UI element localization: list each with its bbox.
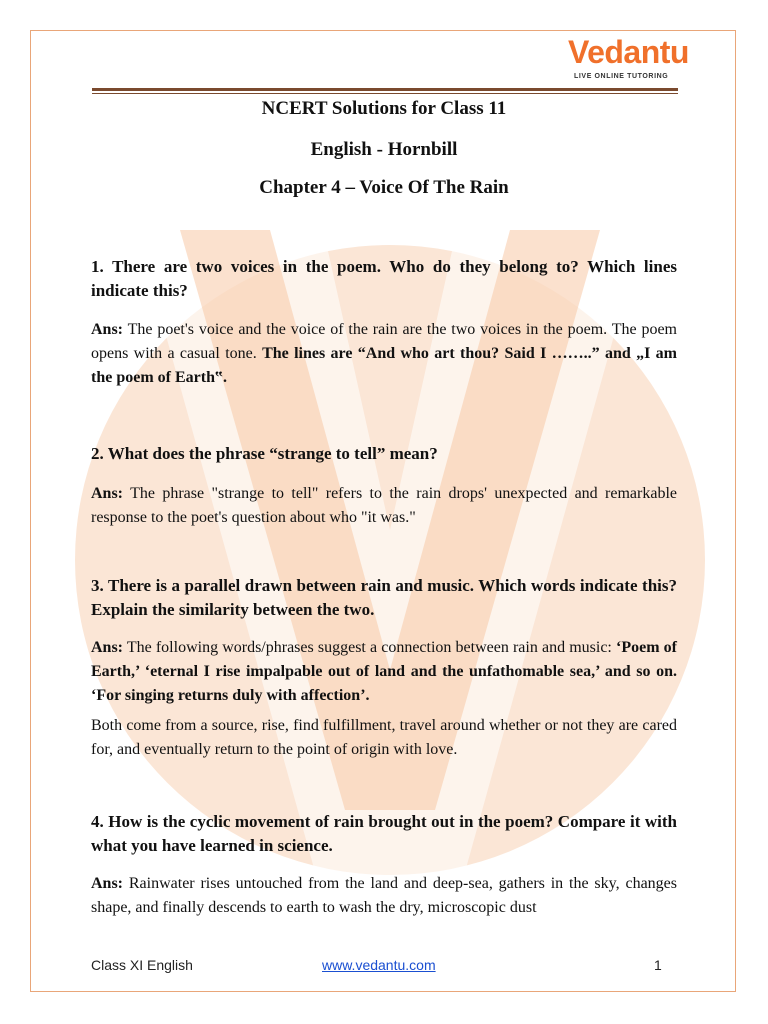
subject-title: English - Hornbill — [310, 139, 458, 160]
document-title: NCERT Solutions for Class 11 — [261, 98, 507, 119]
header-rule — [92, 88, 678, 91]
answer-label: Ans: — [91, 875, 124, 892]
page-number: 1 — [654, 957, 662, 973]
footer-website-link[interactable]: www.vedantu.com — [322, 957, 436, 973]
footer-class-label: Class XI English — [91, 957, 193, 973]
answer-text: The following words/phrases suggest a connection between rain and music: — [123, 639, 617, 656]
answer-1 — [91, 318, 677, 390]
answer-label: Ans: — [91, 321, 124, 338]
answer-4 — [91, 872, 677, 920]
question-1: 1. There are two voices in the poem. Who do they belong to? Which lines indicate this? — [91, 257, 677, 300]
question-3: 3. There is a parallel drawn between rain and music. Which words indicate this? Explain the similarity between the two. — [91, 576, 677, 619]
question-4: 4. How is the cyclic movement of rain brought out in the poem? Compare it with what you have learned in science. — [91, 812, 677, 855]
answer-3-paragraph-2: Both come from a source, rise, find fulfillment, travel around whether or not they are cared for, and eventually return to the point of origin with love. — [91, 717, 677, 758]
answer-bold-text: ‘Poem of Earth,’ ‘eternal I rise impalpable out of land and the unfathomable sea,’ and so on. ‘For singing returns duly with affection’. — [91, 639, 678, 704]
header-rule-thin — [92, 93, 678, 94]
answer-3 — [91, 636, 677, 708]
logo-tagline: LIVE ONLINE TUTORING — [574, 73, 669, 80]
answer-label: Ans: — [91, 639, 124, 656]
vedantu-logo — [566, 34, 689, 84]
answer-text: Rainwater rises untouched from the land and deep-sea, gathers in the sky, changes shape, and finally descends to earth to wash the dry, microscopic dust — [91, 875, 677, 916]
logo-wordmark: Vedantu — [568, 34, 689, 70]
answer-text: The phrase "strange to tell" refers to the rain drops' unexpected and remarkable response to the poet's question about who "it was." — [91, 485, 677, 526]
answer-bold-text: The lines are “And who art thou? Said I ……..” and „I am the poem of Earth‟. — [91, 345, 677, 386]
chapter-title: Chapter 4 – Voice Of The Rain — [259, 177, 509, 198]
answer-text: The poet's voice and the voice of the rain are the two voices in the poem. The poem opens with a casual tone. — [91, 321, 677, 362]
question-2: 2. What does the phrase “strange to tell” mean? — [91, 444, 438, 463]
answer-2 — [91, 482, 677, 530]
answer-label: Ans: — [91, 485, 124, 502]
